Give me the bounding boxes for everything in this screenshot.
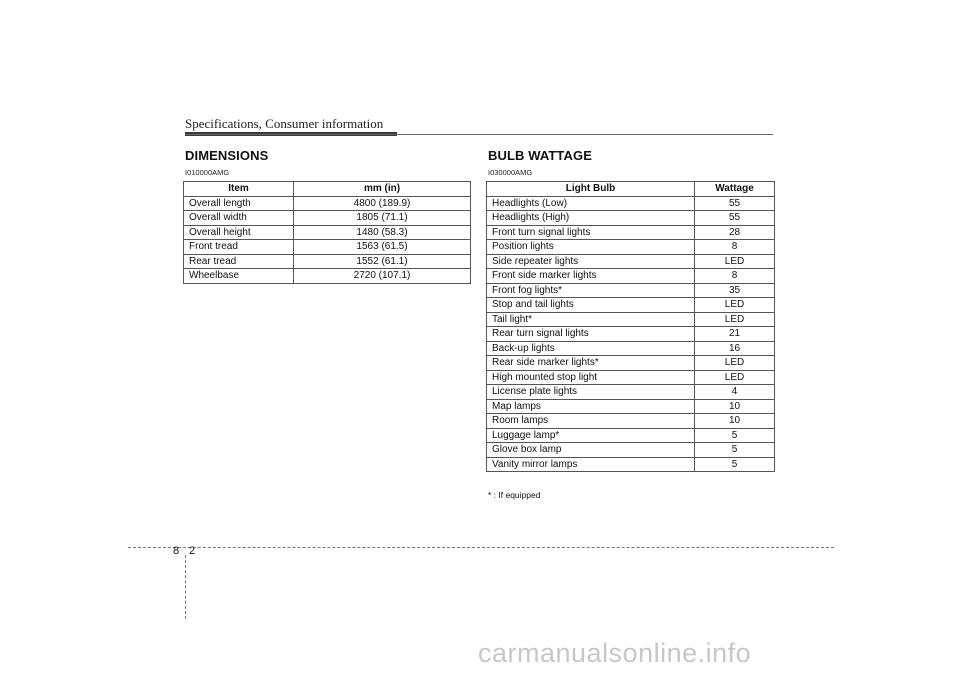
bulb-wattage-code: I030000AMG	[488, 168, 533, 177]
dimensions-row-label: Wheelbase	[184, 269, 294, 284]
bulb-row	[487, 298, 775, 313]
bulb-row-value: 5	[695, 443, 775, 458]
bulb-row	[487, 385, 775, 400]
dimensions-row-label: Rear tread	[184, 254, 294, 269]
bulb-row-label: Front side marker lights	[487, 269, 695, 284]
bulb-col-light-bulb: Light Bulb	[487, 182, 695, 197]
bulb-row	[487, 399, 775, 414]
bulb-row-value: LED	[695, 254, 775, 269]
bulb-row-label: Rear side marker lights*	[487, 356, 695, 371]
bulb-row	[487, 196, 775, 211]
bulb-col-wattage: Wattage	[695, 182, 775, 197]
bulb-row-value: 16	[695, 341, 775, 356]
bulb-row-value: 5	[695, 457, 775, 472]
dimensions-row	[184, 196, 471, 211]
dimensions-row-label: Front tread	[184, 240, 294, 255]
bulb-row-label: Position lights	[487, 240, 695, 255]
bulb-row-label: Headlights (High)	[487, 211, 695, 226]
bulb-header-row	[487, 182, 775, 197]
bulb-row	[487, 225, 775, 240]
bulb-row-value: 55	[695, 196, 775, 211]
bulb-row	[487, 428, 775, 443]
bulb-row-label: Side repeater lights	[487, 254, 695, 269]
dimensions-header-row	[184, 182, 471, 197]
bulb-row	[487, 341, 775, 356]
bulb-row-label: Vanity mirror lamps	[487, 457, 695, 472]
dimensions-row	[184, 225, 471, 240]
dimensions-row-value: 1563 (61.5)	[294, 240, 471, 255]
bulb-row-label: High mounted stop light	[487, 370, 695, 385]
page-chapter-number: 8	[173, 545, 180, 557]
header-rule	[185, 134, 773, 135]
dimensions-col-item: Item	[184, 182, 294, 197]
bulb-row-value: 8	[695, 240, 775, 255]
bulb-row	[487, 312, 775, 327]
dimensions-row-label: Overall width	[184, 211, 294, 226]
footer-dashed-line	[128, 547, 834, 548]
bulb-row-label: Glove box lamp	[487, 443, 695, 458]
bulb-row-value: 28	[695, 225, 775, 240]
bulb-row-label: Headlights (Low)	[487, 196, 695, 211]
bulb-row-label: Tail light*	[487, 312, 695, 327]
bulb-row	[487, 327, 775, 342]
bulb-footnote: * : If equipped	[488, 490, 541, 500]
watermark-text: carmanualsonline.info	[478, 638, 752, 668]
bulb-row	[487, 356, 775, 371]
dimensions-row	[184, 269, 471, 284]
bulb-row-value: 4	[695, 385, 775, 400]
bulb-row-value: LED	[695, 356, 775, 371]
bulb-row	[487, 211, 775, 226]
bulb-row-label: Front fog lights*	[487, 283, 695, 298]
bulb-row-value: LED	[695, 370, 775, 385]
dimensions-row-value: 2720 (107.1)	[294, 269, 471, 284]
dimensions-col-mm-in: mm (in)	[294, 182, 471, 197]
dimensions-row-value: 1805 (71.1)	[294, 211, 471, 226]
dimensions-row-value: 1480 (58.3)	[294, 225, 471, 240]
bulb-row-value: LED	[695, 298, 775, 313]
bulb-row-label: License plate lights	[487, 385, 695, 400]
bulb-row-value: 10	[695, 399, 775, 414]
bulb-row-label: Front turn signal lights	[487, 225, 695, 240]
bulb-row	[487, 240, 775, 255]
dimensions-row-label: Overall height	[184, 225, 294, 240]
bulb-row-label: Luggage lamp*	[487, 428, 695, 443]
bulb-row	[487, 414, 775, 429]
bulb-row	[487, 457, 775, 472]
dimensions-row	[184, 254, 471, 269]
dimensions-title: DIMENSIONS	[185, 148, 269, 163]
bulb-row-label: Room lamps	[487, 414, 695, 429]
dimensions-row-label: Overall length	[184, 196, 294, 211]
dimensions-row-value: 4800 (189.9)	[294, 196, 471, 211]
bulb-wattage-table	[486, 181, 775, 472]
dimensions-code: I010000AMG	[185, 168, 230, 177]
bulb-row-value: 55	[695, 211, 775, 226]
bulb-row-label: Rear turn signal lights	[487, 327, 695, 342]
page-number: 2	[189, 545, 196, 557]
bulb-row-value: LED	[695, 312, 775, 327]
bulb-row	[487, 254, 775, 269]
bulb-row	[487, 370, 775, 385]
bulb-row	[487, 283, 775, 298]
bulb-row-value: 8	[695, 269, 775, 284]
bulb-row-value: 10	[695, 414, 775, 429]
dimensions-row	[184, 211, 471, 226]
bulb-row-label: Map lamps	[487, 399, 695, 414]
page-header-title: Specifications, Consumer information	[185, 116, 384, 131]
dimensions-row-value: 1552 (61.1)	[294, 254, 471, 269]
footer-dashed-vertical	[185, 555, 186, 619]
dimensions-row	[184, 240, 471, 255]
bulb-row-value: 21	[695, 327, 775, 342]
bulb-row-value: 35	[695, 283, 775, 298]
bulb-row	[487, 269, 775, 284]
bulb-wattage-title: BULB WATTAGE	[488, 148, 592, 163]
dimensions-table	[183, 181, 471, 284]
bulb-row	[487, 443, 775, 458]
bulb-row-label: Back-up lights	[487, 341, 695, 356]
bulb-row-value: 5	[695, 428, 775, 443]
bulb-row-label: Stop and tail lights	[487, 298, 695, 313]
